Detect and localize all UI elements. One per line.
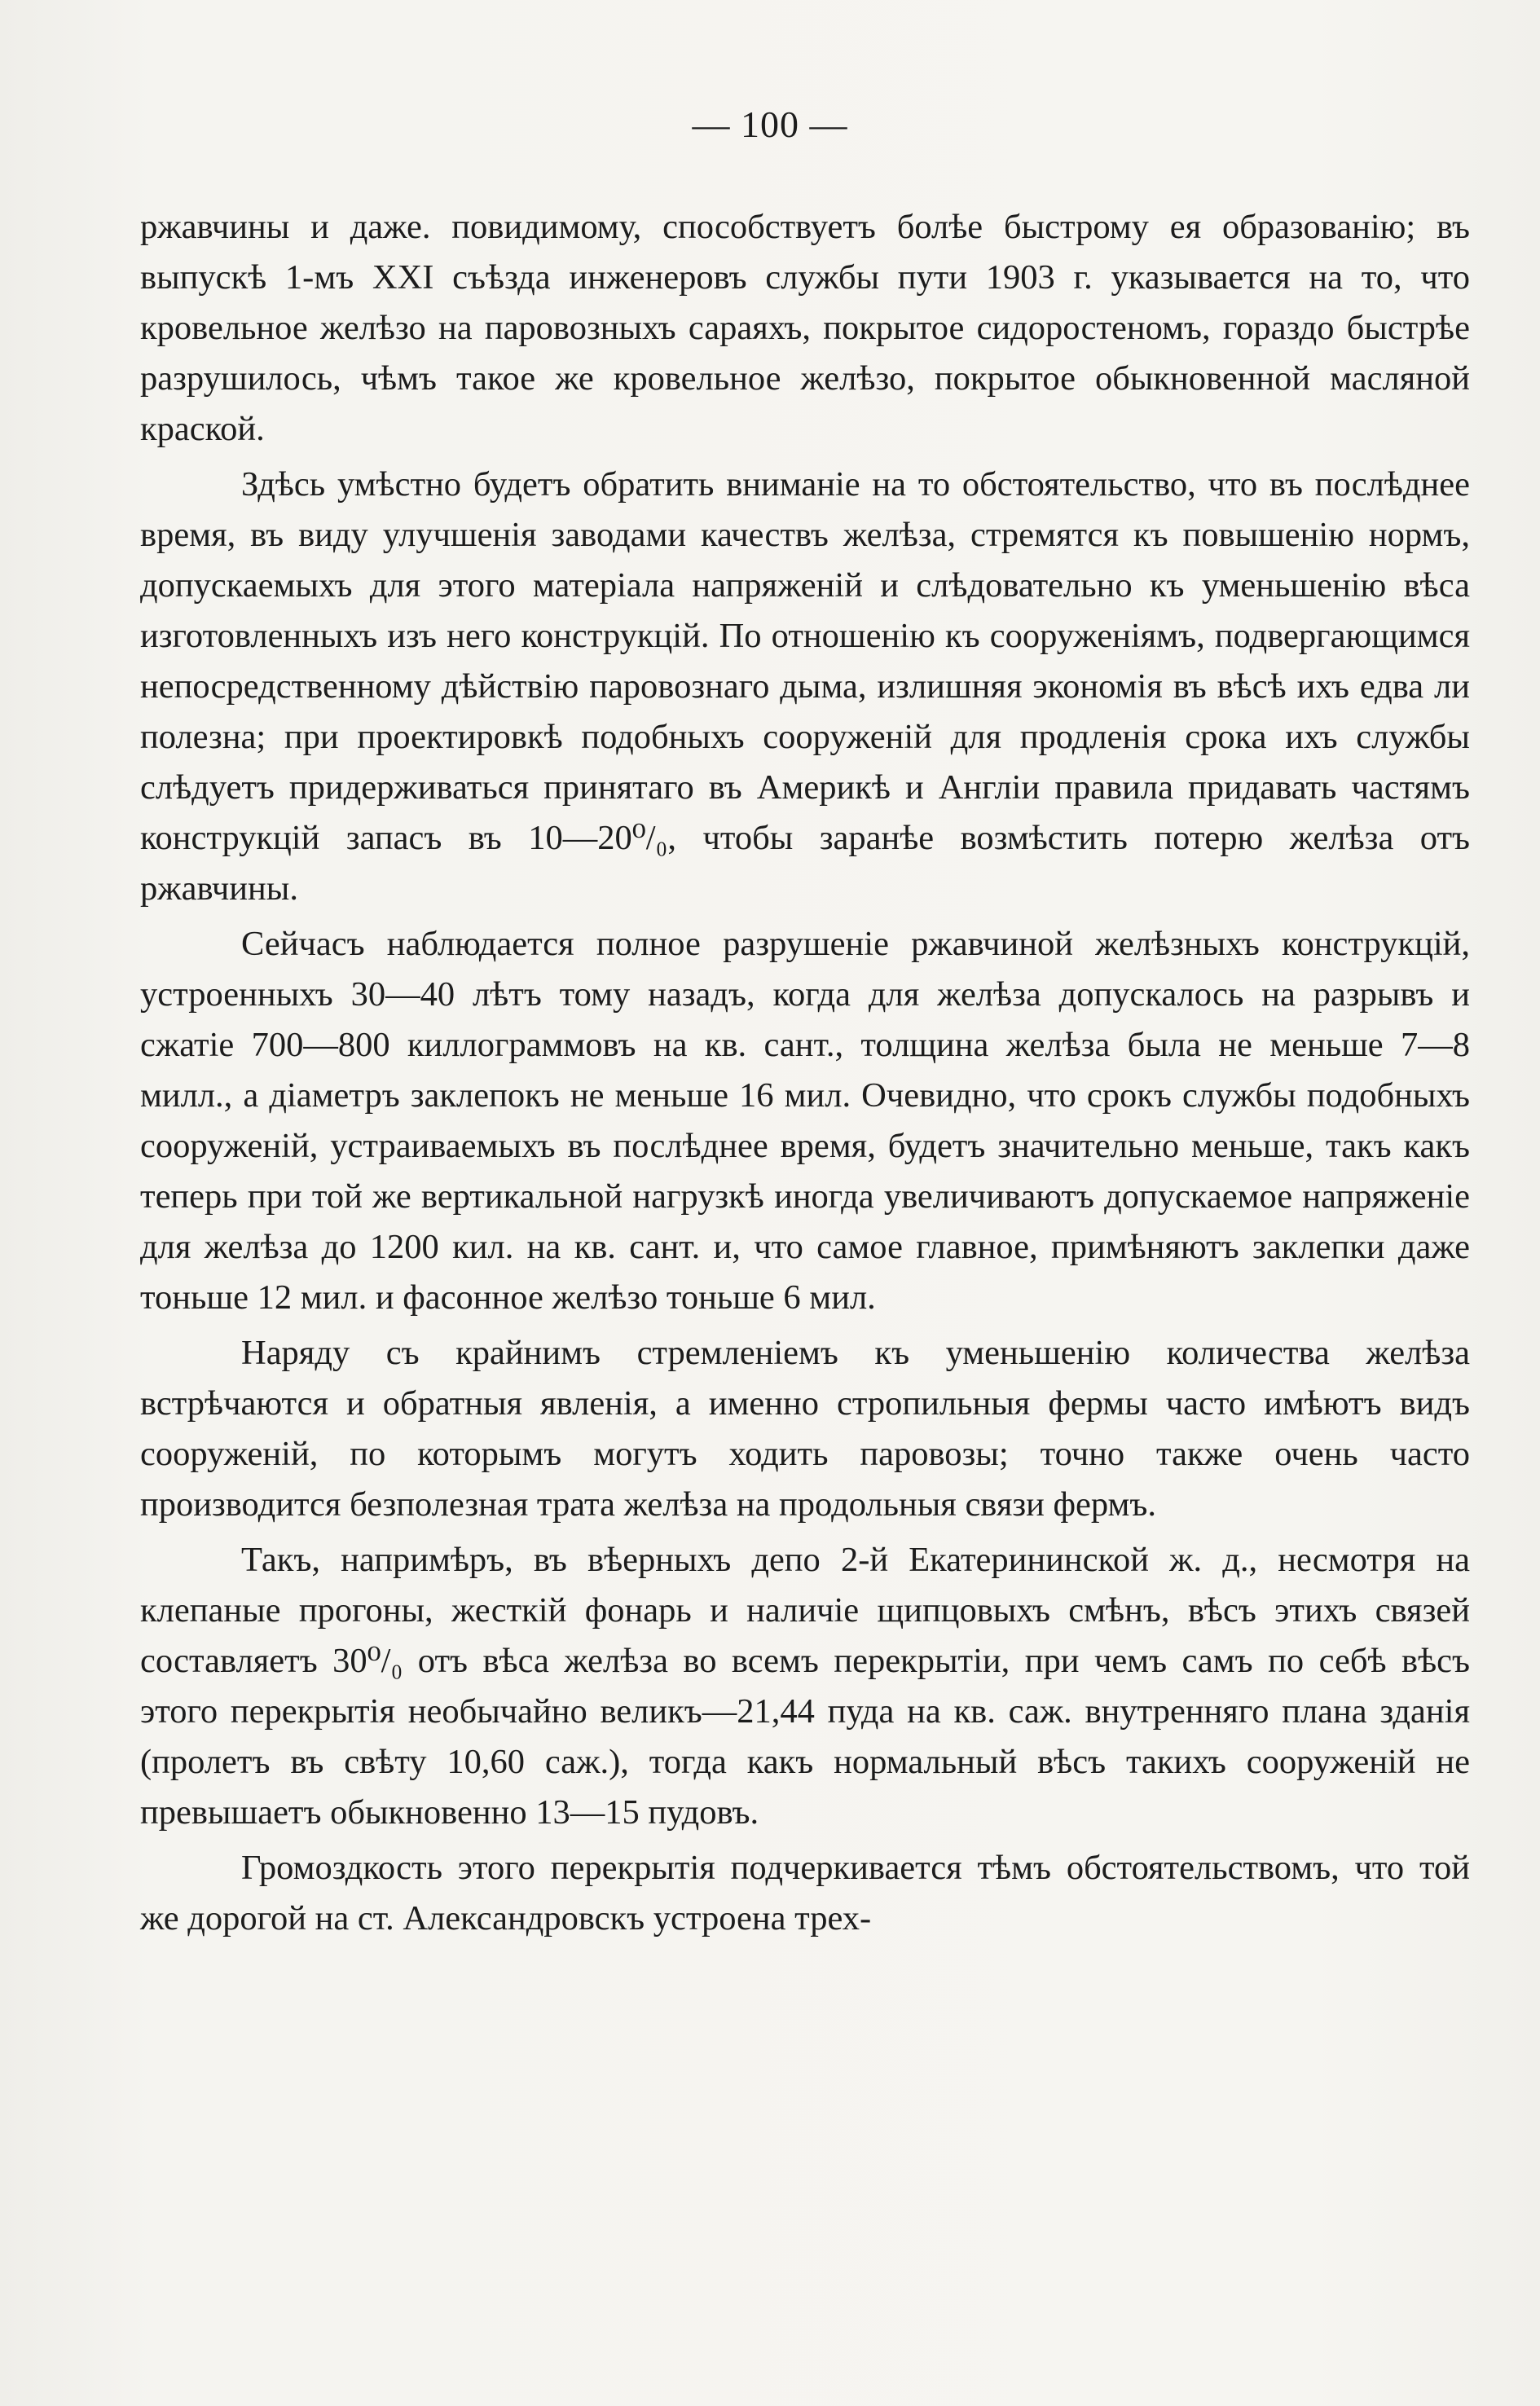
body-text (140, 202, 1470, 1949)
paragraph-6: Громоздкость этого перекрытія подчеркивается тѣмъ обстоятельствомъ, что той же дорогой на ст. Александровскъ устроена трех- (140, 1849, 1470, 1938)
paragraph-3: Сейчасъ наблюдается полное разрушеніе ржавчиной желѣзныхъ конструкцій, устроенныхъ 30—40 лѣтъ тому назадъ, когда для желѣза допускалось на разрывъ и сжатіе 700—800 киллограммовъ на кв. сант., толщина желѣза была не меньше 7—8 милл., а діаметръ заклепокъ не меньше 16 мил. Очевидно, что срокъ службы подобныхъ сооруженій, устраиваемыхъ въ послѣднее время, будетъ значительно меньше, такъ какъ теперь при той же вертикальной нагрузкѣ иногда увеличиваютъ допускаемое напряженіе для желѣза до 1200 кил. на кв. сант. и, что самое главное, примѣняютъ заклепки даже тоньше 12 мил. и фасонное желѣзо тоньше 6 мил. (140, 925, 1470, 1317)
page-number: — 100 — (692, 103, 848, 145)
paragraph-5: Такъ, напримѣръ, въ вѣерныхъ депо 2-й Екатерининской ж. д., несмотря на клепаные прогоны, жесткій фонарь и наличіе щипцовыхъ смѣнъ, вѣсъ этихъ связей составляетъ 30⁰/₀ отъ вѣса желѣза во всемъ перекрытіи, при чемъ самъ по себѣ вѣсъ этого перекрытія необычайно великъ—21,44 пуда на кв. саж. внутренняго плана зданія (пролетъ въ свѣту 10,60 саж.), тогда какъ нормальный вѣсъ такихъ сооруженій не превышаетъ обыкновенно 13—15 пудовъ. (140, 1541, 1470, 1832)
paragraph-2: Здѣсь умѣстно будетъ обратить вниманіе на то обстоятельство, что въ послѣднее время, въ виду улучшенія заводами качествъ желѣза, стремятся къ повышенію нормъ, допускаемыхъ для этого матеріала напряженій и слѣдовательно къ уменьшенію вѣса изготовленныхъ изъ него конструкцій. По отношенію къ сооруженіямъ, подвергающимся непосредственному дѣйствію паровознаго дыма, излишняя экономія въ вѣсѣ ихъ едва ли полезна; при проектировкѣ подобныхъ сооруженій для продленія срока ихъ службы слѣдуетъ придерживаться принятаго въ Америкѣ и Англіи правила придавать частямъ конструкцій запасъ въ 10—20⁰/₀, чтобы заранѣе возмѣстить потерю желѣза отъ ржавчины. (140, 465, 1470, 908)
paragraph-1: ржавчины и даже. повидимому, способствуетъ болѣе быстрому ея образованію; въ выпускѣ 1-мъ XXI съѣзда инженеровъ службы пути 1903 г. указывается на то, что кровельное желѣзо на паровозныхъ сараяхъ, покрытое сидоростеномъ, гораздо быстрѣе разрушилось, чѣмъ такое же кровельное желѣзо, покрытое обыкновенной масляной краской. (140, 208, 1470, 448)
paragraph-4: Наряду съ крайнимъ стремленіемъ къ уменьшенію количества желѣза встрѣчаются и обратныя явленія, а именно стропильныя фермы часто имѣютъ видъ сооруженій, по которымъ могутъ ходить паровозы; точно также очень часто производится безполезная трата желѣза на продольныя связи фермъ. (140, 1334, 1470, 1524)
